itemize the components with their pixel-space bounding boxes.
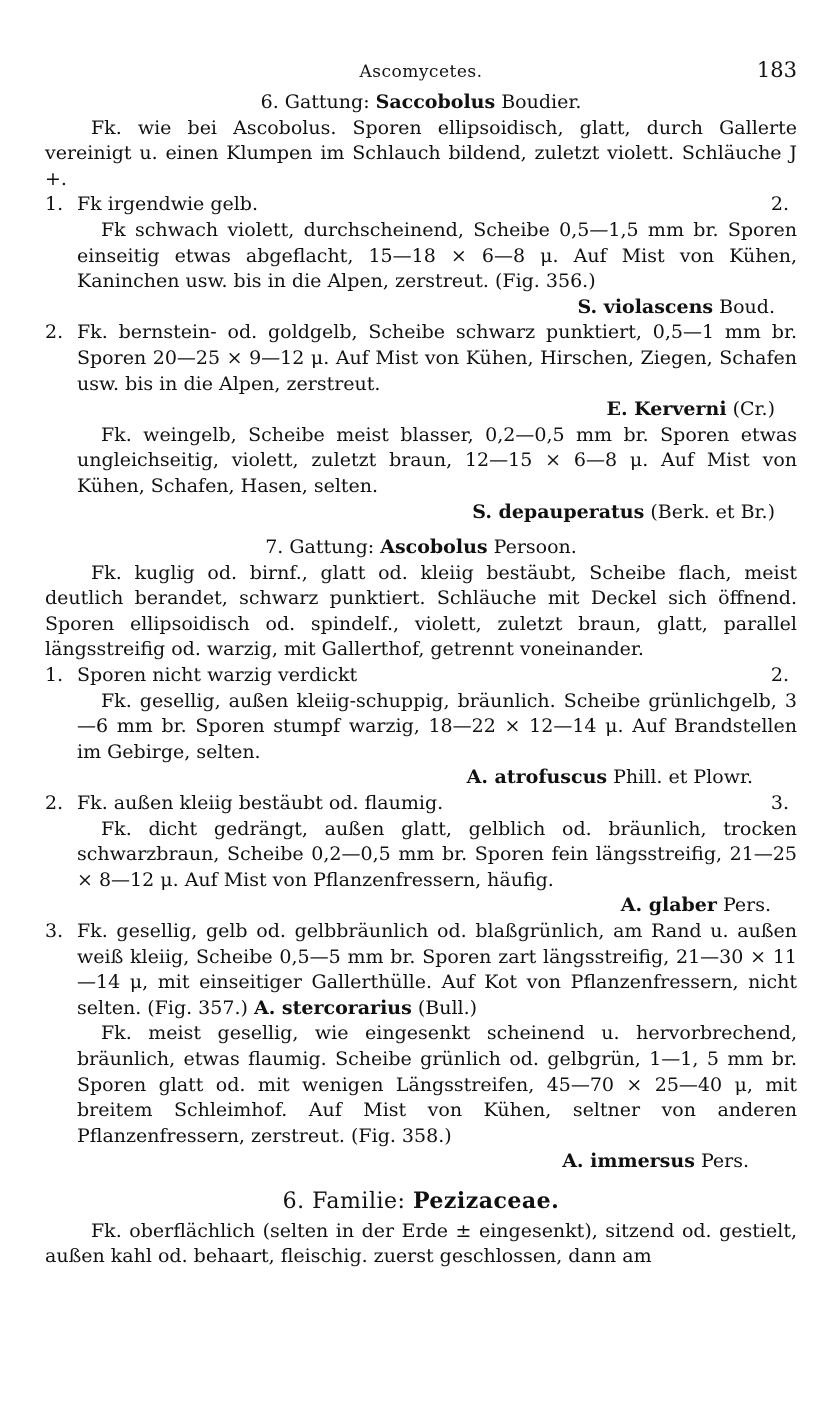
family-name: Pezizaceae.	[412, 1187, 560, 1214]
key-text: Fk. gesellig, gelb od. gelbbräunlich od. blaßgrünlich, am Rand u. außen weiß kleiig, Scheibe 0,5—5 mm br. Sporen zart längsstreifig, 21—30 × 11—14 μ, mit einseitiger Gallerthülle. Auf Kot von Pflanzenfressern, nicht selten. (Fig. 357.)	[77, 920, 797, 1019]
species-name: S. depauperatus	[472, 500, 645, 523]
genus-author: Boudier.	[501, 91, 582, 113]
key-entry-1	[45, 192, 797, 218]
key-lead: 2.	[770, 664, 789, 687]
species-description: Fk schwach violett, durchscheinend, Scheibe 0,5—1,5 mm br. Sporen einseitig etwas abgeflacht, 15—18 × 6—8 μ. Auf Mist von Kühen, Kaninchen usw. bis in die Alpen, zerstreut. (Fig. 356.)	[77, 218, 797, 293]
species-name-line	[45, 500, 797, 526]
page-number: 183	[756, 58, 797, 82]
genus-name: Ascobolus	[380, 536, 488, 559]
running-title: Ascomycetes.	[359, 62, 483, 82]
key-text: Sporen nicht warzig verdickt	[77, 664, 358, 687]
key-lead: 3.	[770, 792, 789, 815]
species-description: Fk. dicht gedrängt, außen glatt, gelblich od. bräunlich, trocken schwarzbraun, Scheibe 0,2—0,5 mm br. Sporen fein längsstreifig, 21—25 × 8—12 μ. Auf Mist von Pflanzenfressern, häufig.	[77, 817, 797, 891]
key-number: 1.	[45, 664, 64, 687]
genus-heading-ascobolus	[45, 535, 797, 561]
species-name-line	[45, 397, 797, 423]
key-number: 1.	[45, 193, 64, 216]
key-entry-1	[45, 663, 797, 689]
species-name: A. glaber	[620, 894, 717, 917]
genus-heading-saccobolus	[45, 90, 797, 116]
species-author: Boud.	[719, 295, 775, 318]
key-entry-2	[45, 320, 797, 397]
family-heading	[45, 1189, 797, 1215]
genus-author: Persoon.	[493, 536, 577, 559]
species-name: A. stercorarius	[253, 996, 412, 1019]
key-lead: 2.	[770, 193, 789, 216]
species-name-line	[45, 893, 797, 919]
genus-name: Saccobolus	[375, 91, 496, 113]
species-name: E. Kerverni	[606, 398, 727, 421]
key-entry-3	[45, 919, 797, 1021]
family-description: Fk. oberflächlich (selten in der Erde ± eingesenkt), sitzend od. gestielt, außen kahl od. behaart, fleischig. zuerst geschlossen, dann am	[45, 1219, 797, 1268]
genus-heading-prefix: 6. Gattung:	[260, 91, 370, 113]
species-description: Fk. gesellig, außen kleiig-schuppig, bräunlich. Scheibe grünlichgelb, 3—6 mm br. Sporen stumpf warzig, 18—22 × 12—14 μ. Auf Brandstellen im Gebirge, selten.	[77, 689, 797, 763]
key-text: Fk irgendwie gelb.	[77, 193, 259, 216]
document-page	[45, 58, 797, 1270]
species-author: Phill. et Plowr.	[613, 766, 753, 789]
key-text: Fk. bernstein- od. goldgelb, Scheibe schwarz punktiert, 0,5—1 mm br. Sporen 20—25 × 9—12 μ. Auf Mist von Kühen, Hirschen, Ziegen, Schafen usw. bis in die Alpen, zerstreut.	[77, 321, 797, 395]
species-description: Fk. meist gesellig, wie eingesenkt scheinend u. hervorbrechend, bräunlich, etwas flaumig. Scheibe grünlich od. gelbgrün, 1—1, 5 mm br. Sporen glatt od. mit wenigen Längsstreifen, 45—70 × 25—40 μ, mit breitem Schleimhof. Auf Mist von Kühen, seltner von anderen Pflanzenfressern, zerstreut. (Fig. 358.)	[77, 1022, 797, 1147]
species-author: (Bull.)	[417, 996, 478, 1019]
genus-description: Fk. wie bei Ascobolus. Sporen ellipsoidisch, glatt, durch Gallerte vereinigt u. einen Klumpen im Schlauch bildend, zuletzt violett. Schläuche J +.	[45, 116, 797, 190]
species-name: S. violascens	[577, 295, 714, 318]
species-description: Fk. weingelb, Scheibe meist blasser, 0,2—0,5 mm br. Sporen etwas ungleichseitig, violett, zuletzt braun, 12—15 × 6—8 μ. Auf Mist von Kühen, Schafen, Hasen, selten.	[77, 423, 797, 497]
key-text: Fk. außen kleiig bestäubt od. flaumig.	[77, 792, 444, 815]
species-name: A. atrofuscus	[466, 766, 608, 789]
key-number: 3.	[45, 920, 64, 942]
key-number: 2.	[45, 792, 64, 815]
species-name-line	[45, 295, 797, 321]
species-author: Pers.	[700, 1150, 749, 1173]
species-author: (Cr.)	[732, 398, 775, 421]
running-header	[45, 58, 797, 88]
key-entry-2	[45, 791, 797, 817]
species-name: A. immersus	[562, 1150, 695, 1173]
species-name-line	[45, 765, 797, 791]
genus-description: Fk. kuglig od. birnf., glatt od. kleiig bestäubt, Scheibe flach, meist deutlich berandet, schwarz punktiert. Schläuche mit Deckel sich öffnend. Sporen ellipsoidisch od. spindelf., violett, zuletzt braun, glatt, parallel längsstreifig od. warzig, mit Gallerthof, getrennt voneinander.	[45, 561, 797, 661]
species-name-line	[45, 1149, 797, 1175]
key-number: 2.	[45, 321, 64, 344]
genus-heading-prefix: 7. Gattung:	[265, 536, 375, 559]
species-author: Pers.	[722, 894, 771, 917]
family-prefix: 6. Familie:	[282, 1188, 406, 1214]
species-author: (Berk. et Br.)	[650, 500, 775, 523]
